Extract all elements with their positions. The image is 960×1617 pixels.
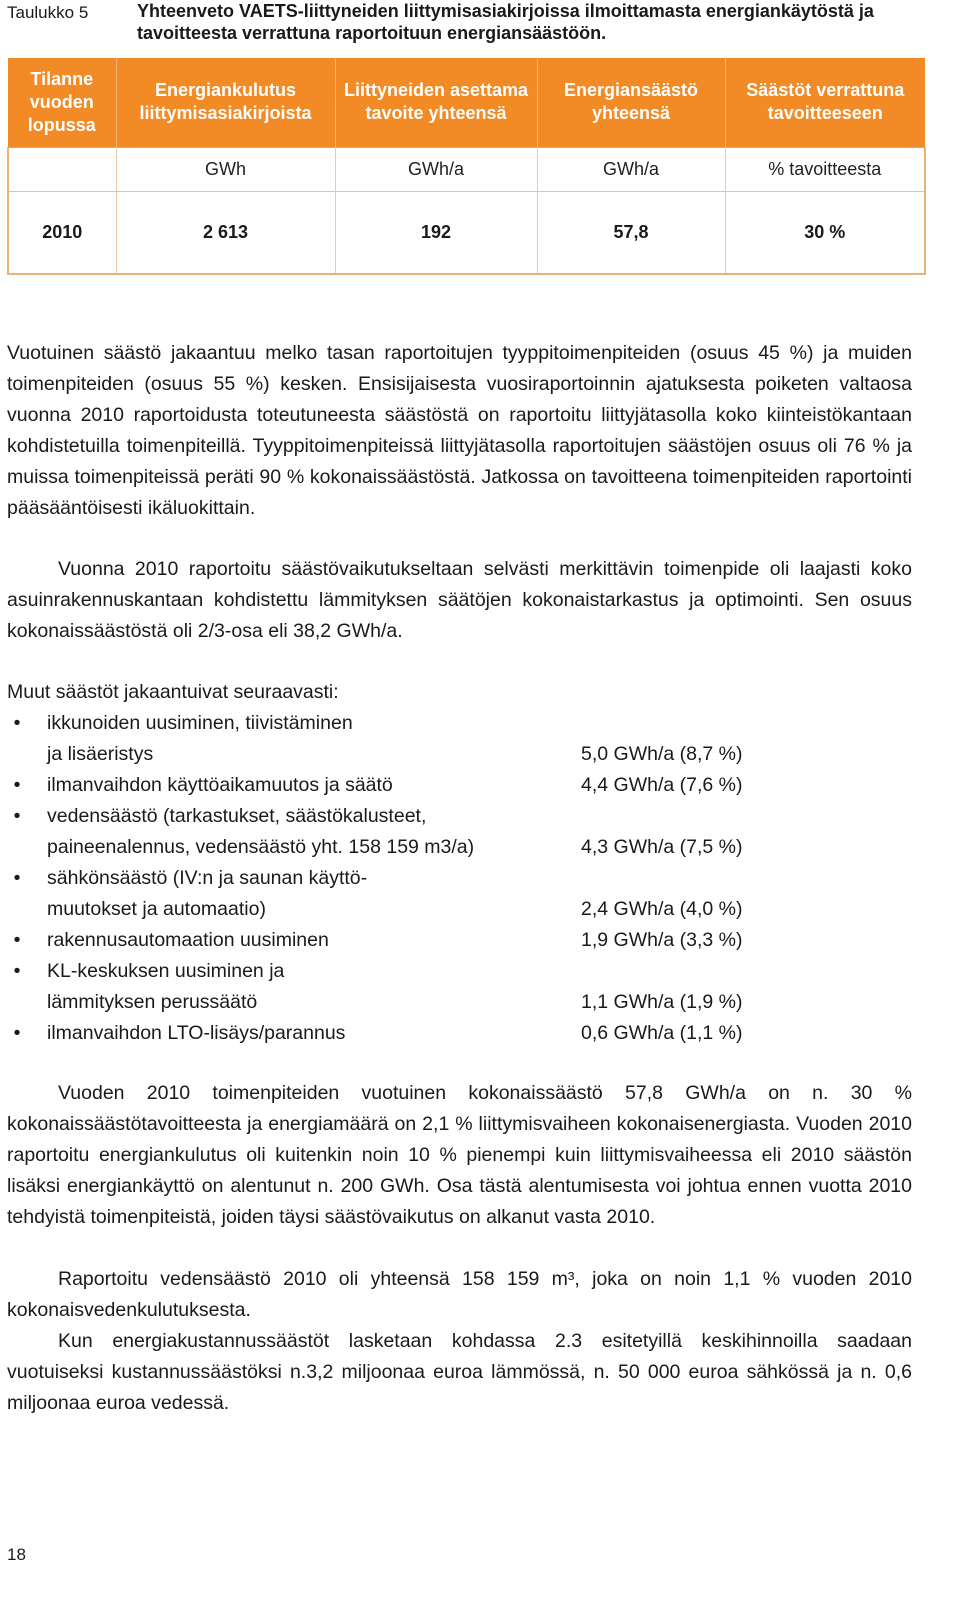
list-item-line: sähkönsäästö (IV:n ja saunan käyttö- xyxy=(47,867,368,889)
list-item-value: 5,0 GWh/a (8,7 %) xyxy=(581,743,743,765)
bullet-icon: • xyxy=(13,774,21,796)
header-cell-status: Tilanne vuoden lopussa xyxy=(8,58,116,147)
table-units-row xyxy=(8,147,925,191)
bullet-icon: • xyxy=(13,867,21,889)
list-intro: Muut säästöt jakaantuivat seuraavasti: xyxy=(7,681,339,703)
list-item-line-row xyxy=(47,739,807,770)
list-item-value: 1,9 GWh/a (3,3 %) xyxy=(581,929,743,951)
table-cell: 192 xyxy=(335,191,537,274)
list-item-line: ilmanvaihdon käyttöaikamuutos ja säätö xyxy=(47,774,393,796)
list-item-line-row xyxy=(47,770,807,801)
list-item-line-row xyxy=(47,925,807,956)
list-item-line: paineenalennus, vedensäästö yht. 158 159 m3/a) xyxy=(47,836,475,858)
bullet-icon: • xyxy=(13,805,21,827)
list-item-line: rakennusautomaation uusiminen xyxy=(47,929,329,951)
list-item xyxy=(7,708,807,770)
list-item-line: KL-keskuksen uusiminen ja xyxy=(47,960,285,982)
table-header-row xyxy=(8,58,925,147)
list-item-line-row xyxy=(47,1018,807,1049)
caption-label: Taulukko 5 xyxy=(7,3,89,22)
list-item-value: 4,3 GWh/a (7,5 %) xyxy=(581,836,743,858)
list-item-line-row xyxy=(47,987,807,1018)
paragraph-3: Vuoden 2010 toimenpiteiden vuotuinen kokonaissäästö 57,8 GWh/a on n. 30 % kokonaissäästötavoitteesta ja energiamäärä on 2,1 % liittymisvaiheen kokonaisenergiasta. Vuoden 2010 raportoitu energiankulutus oli kuitenkin noin 10 % pienempi kuin liittymisvaiheessa eli 2010 säästön lisäksi energiankäyttö on alentunut n. 200 GWh. Osa tästä alentumisesta voi johtua ennen vuotta 2010 tehdyistä toimenpiteistä, joiden täysi säästövaikutus on alkanut vasta 2010. xyxy=(7,1082,912,1228)
bullet-icon: • xyxy=(13,929,21,951)
list-item xyxy=(7,770,807,801)
list-item-line-row xyxy=(47,832,807,863)
table-cell: 2 613 xyxy=(116,191,335,274)
savings-list xyxy=(7,708,807,1049)
page-number: 18 xyxy=(7,1545,26,1564)
unit-cell: GWh/a xyxy=(335,147,537,191)
unit-cell: GWh/a xyxy=(537,147,725,191)
paragraph-4: Raportoitu vedensäästö 2010 oli yhteensä 158 159 m³, joka on noin 1,1 % vuoden 2010 kokonaisvedenkulutuksesta. xyxy=(7,1268,912,1321)
table-cell: 2010 xyxy=(8,191,116,274)
list-item xyxy=(7,863,807,925)
list-item-line: ilmanvaihdon LTO-lisäys/parannus xyxy=(47,1022,346,1044)
header-cell-consumption: Energiankulutus liittymisasiakirjoista xyxy=(116,58,335,147)
header-cell-target: Liittyneiden asettama tavoite yhteensä xyxy=(335,58,537,147)
caption-title: Yhteenveto VAETS-liittyneiden liittymisasiakirjoissa ilmoittamasta energiankäytöstä ja tavoitteesta verrattuna raportoituun energiansäästöön. xyxy=(137,1,874,43)
list-item xyxy=(7,956,807,1018)
list-item-line: vedensäästö (tarkastukset, säästökalusteet, xyxy=(47,805,427,827)
list-item-value: 1,1 GWh/a (1,9 %) xyxy=(581,991,743,1013)
summary-table xyxy=(7,58,926,275)
table-cell: 30 % xyxy=(725,191,925,274)
list-item xyxy=(7,801,807,863)
header-cell-ratio: Säästöt verrattuna tavoitteeseen xyxy=(725,58,925,147)
list-item-value: 2,4 GWh/a (4,0 %) xyxy=(581,898,743,920)
bullet-icon: • xyxy=(13,712,21,734)
paragraph-2: Vuonna 2010 raportoitu säästövaikutukseltaan selvästi merkittävin toimenpide oli laajasti koko asuinrakennuskantaan kohdistettu lämmityksen säätöjen kokonaistarkastus ja optimointi. Sen osuus kokonaissäästöstä oli 2/3-osa eli 38,2 GWh/a. xyxy=(7,558,912,642)
table-cell: 57,8 xyxy=(537,191,725,274)
list-item-line-row xyxy=(47,894,807,925)
list-item-line: ja lisäeristys xyxy=(47,743,154,765)
bullet-icon: • xyxy=(13,1022,21,1044)
list-item-line: ikkunoiden uusiminen, tiivistäminen xyxy=(47,712,353,734)
header-cell-saving: Energiansäästö yhteensä xyxy=(537,58,725,147)
list-item-line: muutokset ja automaatio) xyxy=(47,898,266,920)
list-item-value: 4,4 GWh/a (7,6 %) xyxy=(581,774,743,796)
table-caption xyxy=(7,0,947,44)
unit-cell: % tavoitteesta xyxy=(725,147,925,191)
unit-cell: GWh xyxy=(116,147,335,191)
list-item-value: 0,6 GWh/a (1,1 %) xyxy=(581,1022,743,1044)
list-item xyxy=(7,925,807,956)
unit-cell xyxy=(8,147,116,191)
paragraph-5: Kun energiakustannussäästöt lasketaan kohdassa 2.3 esitetyillä keskihinnoilla saadaan vuotuiseksi kustannussäästöksi n.3,2 miljoonaa euroa lämmössä, n. 50 000 euroa sähkössä ja n. 0,6 miljoonaa euroa vedessä. xyxy=(7,1330,912,1414)
table-row xyxy=(8,191,925,274)
list-item-line: lämmityksen perussäätö xyxy=(47,991,258,1013)
paragraph-1: Vuotuinen säästö jakaantuu melko tasan raportoitujen tyyppitoimenpiteiden (osuus 45 %) ja muiden toimenpiteiden (osuus 55 %) kesken. Ensisijaisesta vuosiraportoinnin ajatuksesta poiketen valtaosa vuonna 2010 raportoidusta toteutuneesta säästöstä on raportoitu liittyjätasolla koko kiinteistökantaan kohdistetuilla toimenpiteillä. Tyyppitoimenpiteissä liittyjätasolla raportoitujen säästöjen osuus oli 76 % ja muissa toimenpiteissä peräti 90 % kokonaissäästöstä. Jatkossa on tavoitteena toimenpiteiden raportointi pääsääntöisesti ikäluokittain. xyxy=(7,342,912,519)
bullet-icon: • xyxy=(13,960,21,982)
list-item xyxy=(7,1018,807,1049)
